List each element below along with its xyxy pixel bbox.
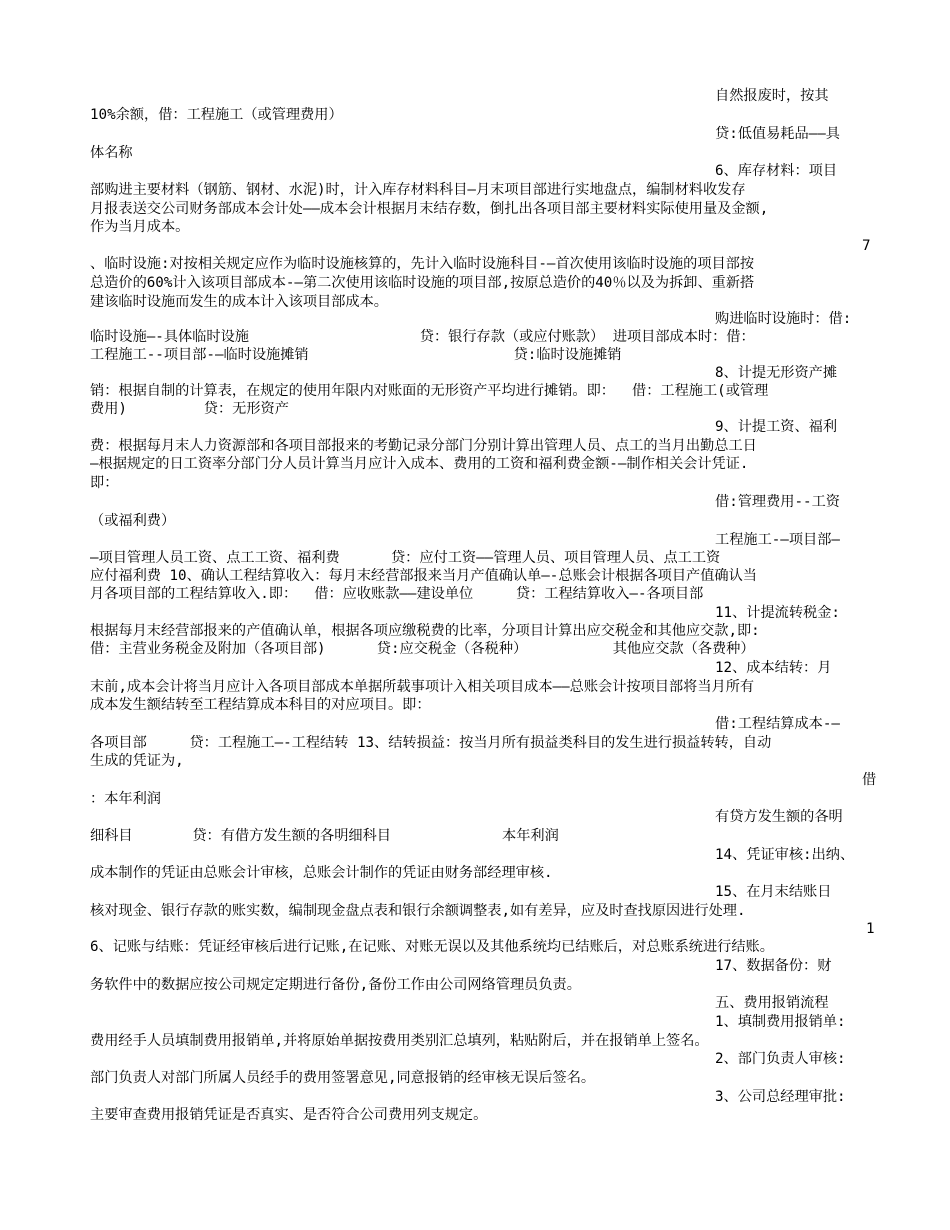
- text-line: 8、计提无形资产摊: [715, 365, 838, 381]
- text-line: —项目管理人员工资、点工工资、福利费 贷：应付工资——管理人员、项目管理人员、点工工资: [90, 550, 721, 566]
- text-line: 成本制作的凭证由总账会计审核，总账会计制作的凭证由财务部经理审核.: [90, 865, 553, 881]
- text-line: 10%余额，借：工程施工（或管理费用）: [90, 107, 343, 123]
- text-line: 工程施工-—项目部—: [715, 532, 840, 548]
- text-line: 生成的凭证为,: [90, 753, 184, 769]
- text-line: 工程施工--项目部-—临时设施摊销 贷:临时设施摊销: [90, 347, 622, 363]
- text-line: 有贷方发生额的各明: [715, 809, 843, 825]
- text-line: 14、凭证审核:出纳、: [715, 847, 855, 863]
- page-number: 7: [862, 238, 871, 254]
- text-line: ：本年利润: [90, 791, 161, 807]
- text-line: 作为当月成本。: [90, 219, 190, 235]
- text-line: 务软件中的数据应按公司规定定期进行备份,备份工作由公司网络管理员负责。: [90, 977, 581, 993]
- text-line: 6、记账与结账：凭证经审核后进行记账,在记账、对账无误以及其他系统均已结账后，对总账系统进行结账。: [90, 939, 774, 955]
- text-line: 根据每月末经营部报来的产值确认单，根据各项应缴税费的比率，分项目计算出应交税金和其他应交款,即:: [90, 623, 760, 639]
- text-line: 12、成本结转：月: [715, 660, 832, 676]
- text-line: 11、计提流转税金:: [715, 605, 840, 621]
- text-line: 各项目部 贷：工程施工—-工程结转 13、结转损益：按当月所有损益类科目的发生进行损益转转，自动: [90, 735, 772, 751]
- text-line: 购进临时设施时：借:: [715, 311, 852, 327]
- text-line: 临时设施—-具体临时设施 贷：银行存款（或应付账款） 进项目部成本时：借：: [90, 329, 755, 345]
- text-line: 借: [862, 772, 877, 788]
- text-line: 成本发生额结转至工程结算成本科目的对应项目。即：: [90, 697, 431, 713]
- text-line: 部购进主要材料（钢筋、钢材、水泥)时，计入库存材料科目—月末项目部进行实地盘点，编制材料收发存: [90, 182, 746, 198]
- text-line: 17、数据备份：财: [715, 958, 832, 974]
- text-line: 费：根据每月末人力资源部和各项目部报来的考勤记录分部门分别计算出管理人员、点工的当月出勤总工日: [90, 438, 757, 454]
- text-line: 即：: [90, 475, 119, 491]
- text-line: 月各项目部的工程结算收入.即： 借：应收账款——建设单位 贷：工程结算收入—-各项目部: [90, 586, 704, 602]
- text-line: 借:管理费用--工资: [715, 494, 840, 510]
- text-line: 借：主营业务税金及附加（各项目部) 贷:应交税金（各税种） 其他应交款（各费种）: [90, 641, 755, 657]
- text-line: 总造价的60%计入该项目部成本-—第二次使用该临时设施的项目部,按原总造价的40％以及为拆卸、重新搭: [90, 275, 755, 291]
- text-line: 主要审查费用报销凭证是否真实、是否符合公司费用列支规定。: [90, 1107, 488, 1123]
- section-heading: 五、费用报销流程: [715, 995, 829, 1011]
- text-line: 2、部门负责人审核:: [715, 1051, 846, 1067]
- text-line: 9、计提工资、福利: [715, 419, 838, 435]
- text-line: 建该临时设施而发生的成本计入该项目部成本。: [90, 294, 388, 310]
- page-number: 1: [866, 921, 875, 937]
- text-line: 核对现金、银行存款的账实数，编制现金盘点表和银行余额调整表,如有差异，应及时查找原因进行处理.: [90, 903, 746, 919]
- text-line: —根据规定的日工资率分部门分人员计算当月应计入成本、费用的工资和福利费金额-—制作相关会计凭证.: [90, 456, 749, 472]
- text-line: 细科目 贷：有借方发生额的各明细科目 本年利润: [90, 828, 559, 844]
- text-line: 末前,成本会计将当月应计入各项目部成本单据所载事项计入相关项目成本——总账会计按项目部将当月所有: [90, 679, 755, 695]
- text-line: 体名称: [90, 145, 133, 161]
- text-line: （或福利费）: [90, 513, 176, 529]
- text-line: 费用经手人员填制费用报销单,并将原始单据按费用类别汇总填列，粘贴附后，并在报销单上签名。: [90, 1033, 709, 1049]
- text-line: 部门负责人对部门所属人员经手的费用签署意见,同意报销的经审核无误后签名。: [90, 1070, 596, 1086]
- text-line: 借:工程结算成本-—: [715, 716, 840, 732]
- text-line: 6、库存材料：项目: [715, 163, 838, 179]
- text-line: 1、填制费用报销单:: [715, 1014, 846, 1030]
- text-line: 费用) 贷：无形资产: [90, 401, 289, 417]
- text-line: 自然报废时，按其: [715, 88, 829, 104]
- text-line: 月报表送交公司财务部成本会计处——成本会计根据月末结存数，倒扎出各项目部主要材料实际使用量及金额,: [90, 201, 769, 217]
- text-line: 贷:低值易耗品——具: [715, 126, 840, 142]
- text-line: 应付福利费 10、确认工程结算收入：每月末经营部报来当月产值确认单—-总账会计根据各项目产值确认当: [90, 568, 757, 584]
- text-line: 3、公司总经理审批:: [715, 1089, 846, 1105]
- text-line: 销：根据自制的计算表，在规定的使用年限内对账面的无形资产平均进行摊销。即： 借：工程施工(或管理: [90, 383, 769, 399]
- text-line: 、临时设施:对按相关规定应作为临时设施核算的，先计入临时设施科目-—首次使用该临时设施的项目部按: [90, 256, 755, 272]
- text-line: 15、在月末结账日: [715, 884, 832, 900]
